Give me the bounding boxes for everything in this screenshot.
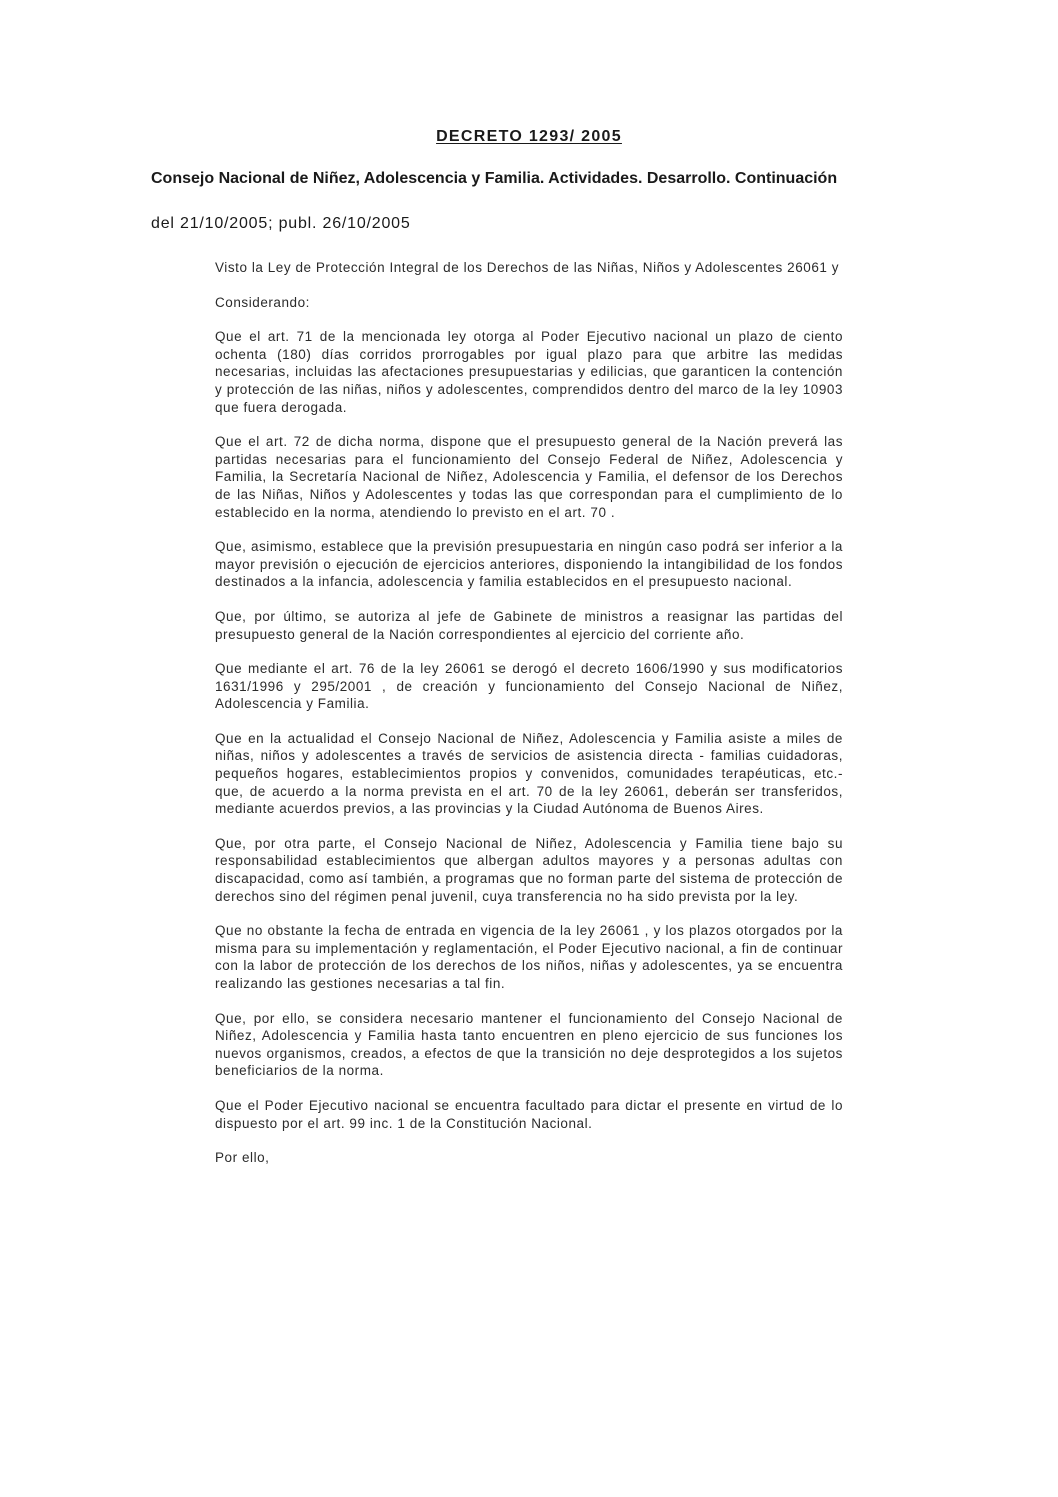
paragraph-prevision: Que, asimismo, establece que la previsión presupuestaria en ningún caso podrá ser inferior a la mayor previsión o ejecución de ejercicios anteriores, disponiendo la intangibilidad de los fondos destinados a la infancia, adolescencia y familia establecidos en el presupuesto nacional. [215,539,843,590]
paragraph-por-ello: Por ello, [215,1150,270,1166]
paragraph-facultado: Que el Poder Ejecutivo nacional se encuentra facultado para dictar el presente en virtud de lo dispuesto por el art. 99 inc. 1 de la Constitución Nacional. [215,1097,843,1131]
document-dates: del 21/10/2005; publ. 26/10/2005 [151,215,411,232]
paragraph-actualidad: Que en la actualidad el Consejo Nacional de Niñez, Adolescencia y Familia asiste a miles de niñas, niños y adolescentes a través de servicios de asistencia directa - familias cuidadoras, pequeños hogares, establecimientos propios y convenidos, comunidades terapéuticas, etc.- que, de acuerdo a la norma prevista en el art. 70 de la ley 26061, deberán ser transferidos, mediante acuerdos previos, a las provincias y la Ciudad Autónoma de Buenos Aires. [215,730,843,817]
document-title: DECRETO 1293/ 2005 [436,128,622,145]
paragraph-por-ello-considera: Que, por ello, se considera necesario mantener el funcionamiento del Consejo Nacional de Niñez, Adolescencia y Familia hasta tanto encuentren en pleno ejercicio de sus funciones los nuevos organismos, creados, a efectos de que la transición no deje desprotegidos a los sujetos beneficiarios de la norma. [215,1010,843,1079]
paragraph-otra-parte: Que, por otra parte, el Consejo Nacional de Niñez, Adolescencia y Familia tiene bajo su responsabilidad establecimientos que albergan adultos mayores y a personas adultas con discapacidad, como así también, a programas que no forman parte del sistema de protección de derechos sino del régimen penal juvenil, cuya transferencia no ha sido prevista por la ley. [215,835,843,904]
paragraph-jefe-gabinete: Que, por último, se autoriza al jefe de Gabinete de ministros a reasignar las partidas del presupuesto general de la Nación correspondientes al ejercicio del corriente año. [215,608,843,642]
paragraph-art-76: Que mediante el art. 76 de la ley 26061 se derogó el decreto 1606/1990 y sus modificatorios 1631/1996 y 295/2001 , de creación y funcionamiento del Consejo Nacional de Niñez, Adolescencia y Familia. [215,661,843,712]
document-body [215,259,843,1184]
paragraph-visto: Visto la Ley de Protección Integral de los Derechos de las Niñas, Niños y Adolescentes 26061 y [215,260,840,275]
paragraph-art-72: Que el art. 72 de dicha norma, dispone que el presupuesto general de la Nación preverá las partidas necesarias para el funcionamiento del Consejo Federal de Niñez, Adolescencia y Familia, la Secretaría Nacional de Niñez, Adolescencia y Familia, el defensor de los Derechos de las Niñas, Niños y Adolescentes y todas las que correspondan para el cumplimiento de lo establecido en la norma, atendiendo lo previsto en el art. 70 . [215,434,843,520]
paragraph-art-71: Que el art. 71 de la mencionada ley otorga al Poder Ejecutivo nacional un plazo de ciento ochenta (180) días corridos prorrogables por igual plazo para que arbitre las medidas necesarias, incluidas las afectaciones presupuestarias y edilicias, que garanticen la contención y protección de las niñas, niños y adolescentes, comprendidos dentro del marco de la ley 10903 que fuera derogada. [215,329,843,415]
document-subtitle: Consejo Nacional de Niñez, Adolescencia y Familia. Actividades. Desarrollo. Continuación [151,170,838,187]
paragraph-no-obstante: Que no obstante la fecha de entrada en vigencia de la ley 26061 , y los plazos otorgados por la misma para su implementación y reglamentación, el Poder Ejecutivo nacional, a fin de continuar con la labor de protección de los derechos de los niños, niñas y adolescentes, ya se encuentra realizando las gestiones necesarias a tal fin. [215,923,843,991]
paragraph-considerando: Considerando: [215,294,310,310]
